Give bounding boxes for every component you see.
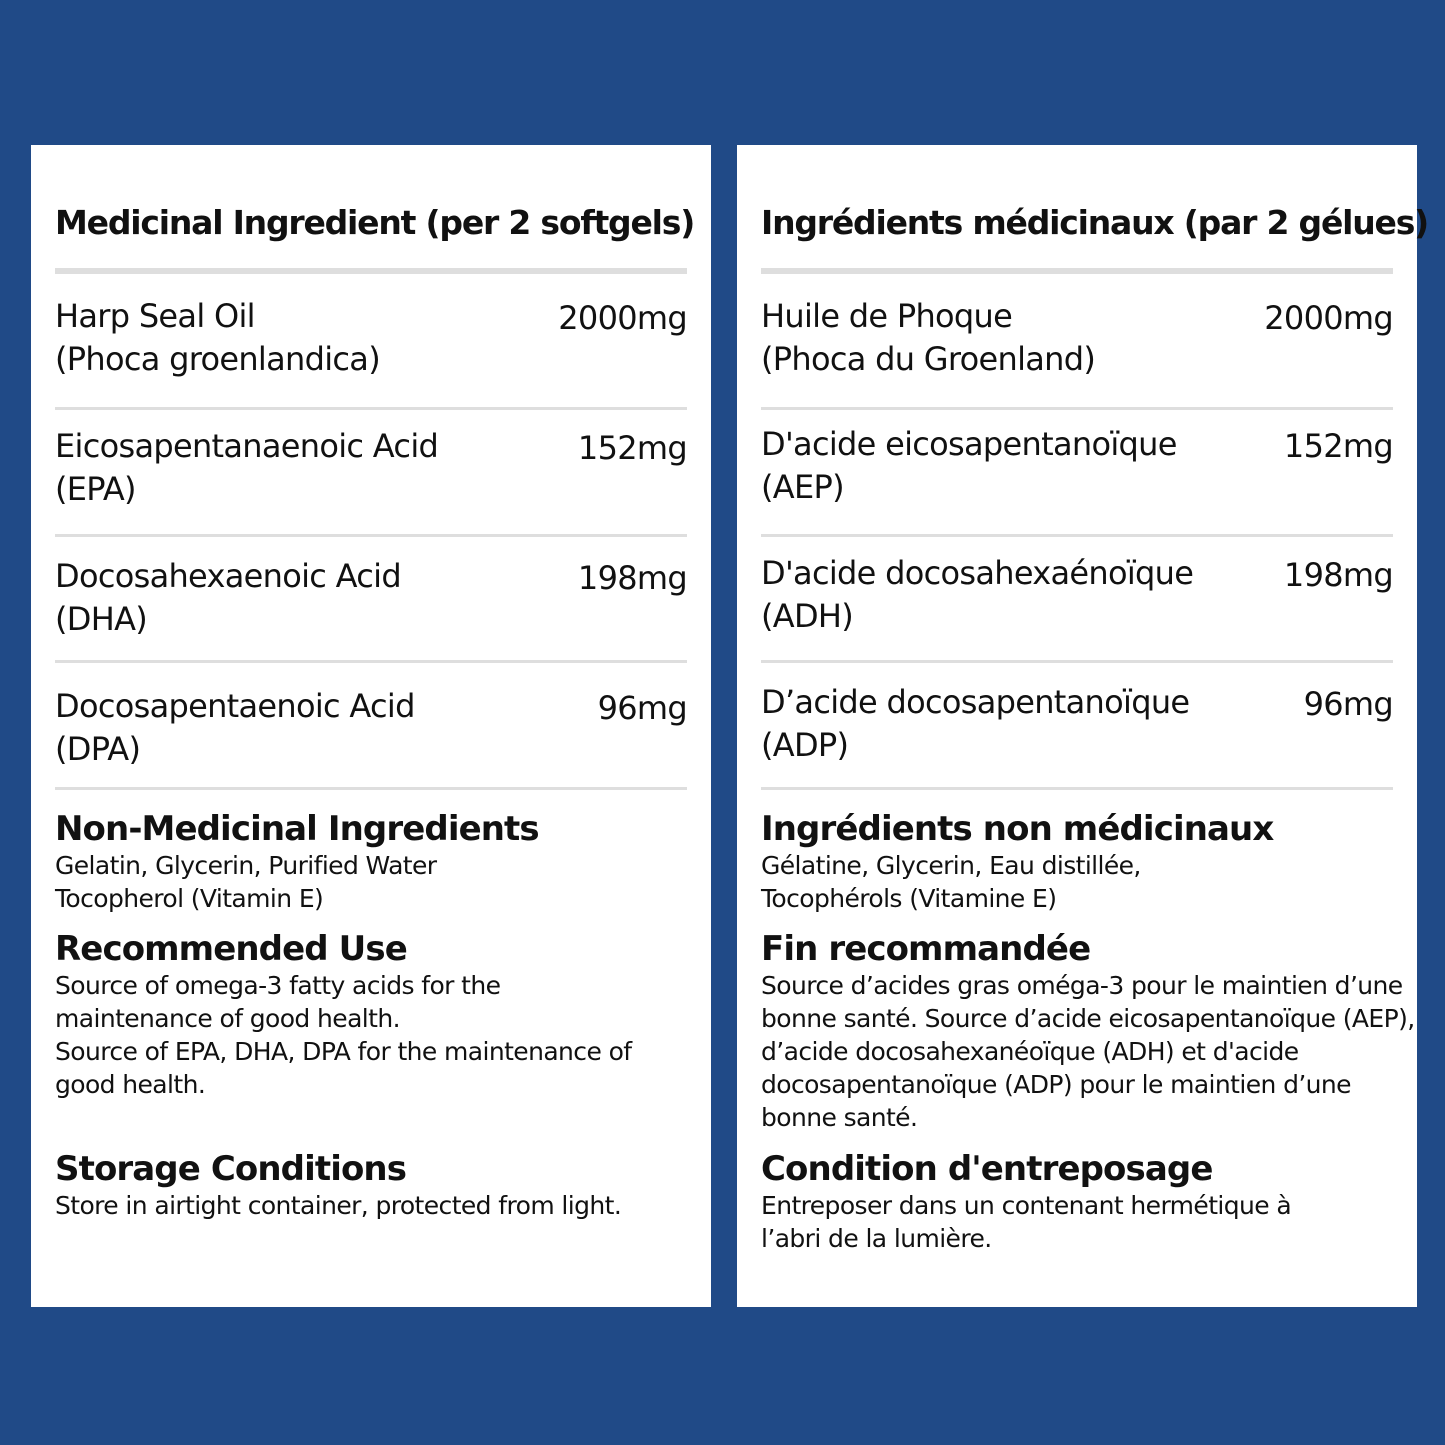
- ingredient-name: [55, 685, 415, 771]
- ingredient-name-line2: (AEP): [761, 468, 844, 506]
- ingredient-name: [761, 423, 1177, 509]
- section-line: Entreposer dans un contenant hermétique à: [761, 1191, 1292, 1220]
- section-line: docosapentanoïque (ADP) pour le maintien d’une: [761, 1070, 1351, 1099]
- english-panel: [31, 145, 711, 1307]
- section-heading: Storage Conditions: [55, 1149, 407, 1189]
- ingredient-amount: 2000mg: [558, 299, 687, 337]
- french-title: Ingrédients médicinaux (par 2 gélues): [761, 203, 1429, 242]
- ingredient-name: [55, 555, 401, 641]
- non-medicinal-section: [55, 809, 727, 915]
- ingredient-amount: 152mg: [577, 429, 687, 467]
- ingredient-name-line2: (Phoca du Groenland): [761, 340, 1096, 378]
- ingredient-name-line1: Eicosapentanaenoic Acid: [55, 427, 439, 465]
- ingredient-name-line2: (Phoca groenlandica): [55, 340, 381, 378]
- ingredient-name-line1: Harp Seal Oil: [55, 297, 255, 335]
- section-line: maintenance of good health.: [55, 1004, 400, 1033]
- ingredient-row-dpa: [55, 685, 687, 813]
- row-divider: [55, 787, 687, 790]
- ingredient-name-line2: (EPA): [55, 470, 136, 508]
- ingredient-row-dha: [55, 555, 687, 683]
- section-line: Store in airtight container, protected from light.: [55, 1191, 622, 1220]
- ingredient-name-line1: Docosahexaenoic Acid: [55, 557, 401, 595]
- row-divider: [761, 660, 1393, 663]
- ingredient-name: [55, 425, 438, 511]
- ingredient-name-line2: (ADP): [761, 726, 849, 764]
- section-line: Tocophérols (Vitamine E): [761, 884, 1057, 913]
- storage-section: [55, 1149, 727, 1222]
- ingredient-row-seal-oil: [55, 295, 687, 423]
- ingredient-name-line1: D'acide eicosapentanoïque: [761, 425, 1177, 463]
- section-line: Source of omega-3 fatty acids for the: [55, 971, 501, 1000]
- section-heading: Condition d'entreposage: [761, 1149, 1213, 1189]
- ingredient-name: [761, 552, 1193, 638]
- ingredient-amount: 152mg: [1283, 427, 1393, 465]
- ingredient-amount: 198mg: [1283, 556, 1393, 594]
- row-divider: [761, 787, 1393, 790]
- title-divider: [55, 268, 687, 274]
- ingredient-name: [55, 295, 380, 381]
- section-heading: Recommended Use: [55, 929, 407, 969]
- section-line: d’acide docosahexanéoïque (ADH) et d'acide: [761, 1037, 1299, 1066]
- section-line: Source d’acides gras oméga-3 pour le maintien d’une: [761, 971, 1403, 1000]
- ingredient-name: [761, 681, 1189, 767]
- ingredient-row-aep: [761, 423, 1393, 551]
- ingredient-name-line1: Huile de Phoque: [761, 297, 1013, 335]
- section-heading: Ingrédients non médicinaux: [761, 809, 1274, 849]
- section-line: Tocopherol (Vitamin E): [55, 884, 324, 913]
- row-divider: [55, 407, 687, 410]
- ingredient-amount: 2000mg: [1264, 299, 1393, 337]
- recommended-use-section: [761, 929, 1433, 1134]
- section-line: Source of EPA, DHA, DPA for the maintenance of: [55, 1037, 632, 1066]
- ingredient-name-line1: D'acide docosahexaénoïque: [761, 554, 1194, 592]
- section-line: bonne santé. Source d’acide eicosapentanoïque (AEP),: [761, 1004, 1415, 1033]
- row-divider: [55, 660, 687, 663]
- row-divider: [761, 407, 1393, 410]
- ingredient-amount: 96mg: [1303, 685, 1393, 723]
- french-panel: [737, 145, 1429, 1307]
- section-line: bonne santé.: [761, 1103, 918, 1132]
- english-title: Medicinal Ingredient (per 2 softgels): [55, 203, 695, 242]
- ingredient-name: [761, 295, 1095, 381]
- section-heading: Non-Medicinal Ingredients: [55, 809, 539, 849]
- ingredient-name-line2: (ADH): [761, 597, 854, 635]
- title-divider: [761, 268, 1393, 274]
- ingredient-name-line2: (DHA): [55, 600, 148, 638]
- section-line: Gelatin, Glycerin, Purified Water: [55, 851, 437, 880]
- storage-section: [761, 1149, 1433, 1255]
- section-line: l’abri de la lumière.: [761, 1224, 992, 1253]
- recommended-use-section: [55, 929, 727, 1101]
- ingredient-amount: 198mg: [577, 559, 687, 597]
- non-medicinal-section: [761, 809, 1433, 915]
- ingredient-name-line2: (DPA): [55, 730, 141, 768]
- section-line: Gélatine, Glycerin, Eau distillée,: [761, 851, 1141, 880]
- ingredient-amount: 96mg: [597, 689, 687, 727]
- ingredient-row-huile-phoque: [761, 295, 1393, 423]
- ingredient-name-line1: Docosapentaenoic Acid: [55, 687, 415, 725]
- section-line: good health.: [55, 1070, 206, 1099]
- section-heading: Fin recommandée: [761, 929, 1091, 969]
- row-divider: [761, 534, 1393, 537]
- row-divider: [55, 534, 687, 537]
- ingredient-name-line1: D’acide docosapentanoïque: [761, 683, 1190, 721]
